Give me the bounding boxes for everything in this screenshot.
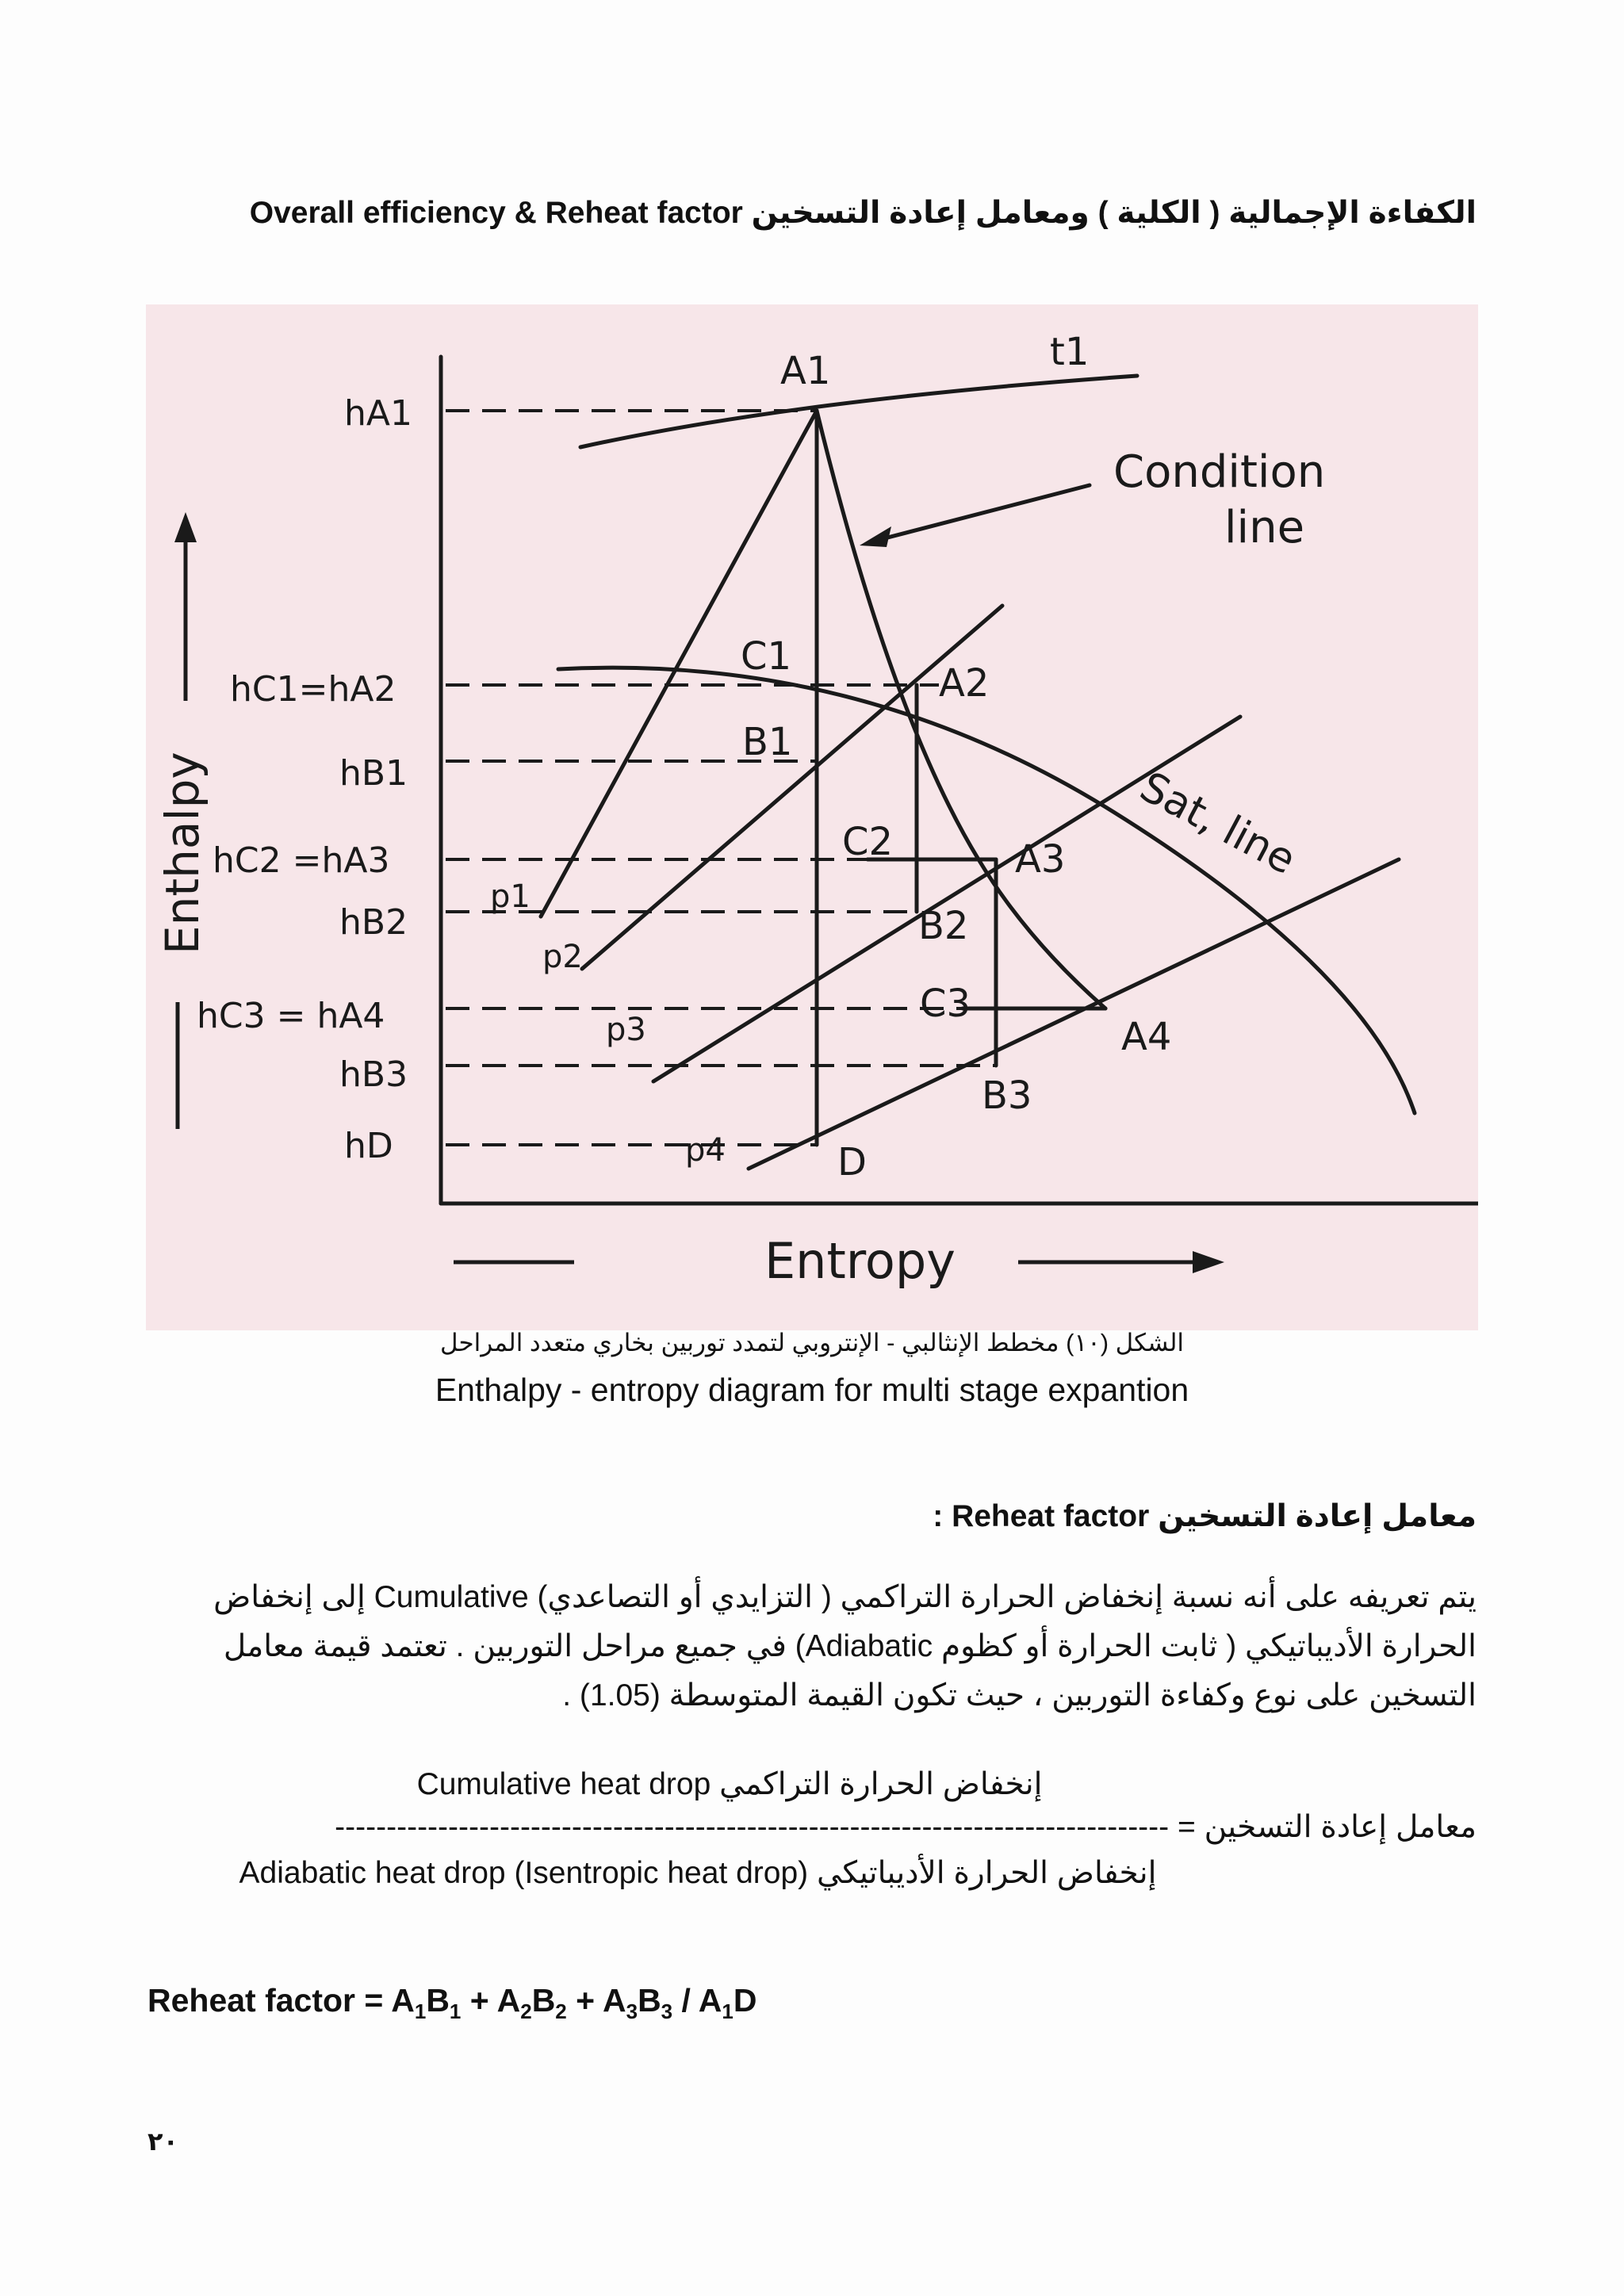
eq-subscript: 3: [661, 1999, 673, 2024]
enthalpy-arrow-head: [174, 512, 197, 542]
eq-term: D: [733, 1982, 757, 2019]
eq-prefix: Reheat factor =: [147, 1982, 392, 2019]
label-sat-line: Sat, line: [1132, 763, 1304, 885]
label-b2: B2: [918, 904, 969, 948]
figure-caption-arabic: الشكل (١٠) مخطط الإنثالبي - الإنتروبي لتمدد توربين بخاري متعدد المراحل: [439, 1329, 1184, 1357]
label-hb1: hB1: [339, 753, 408, 794]
reheat-factor-equation: [147, 1982, 756, 2024]
label-c2: C2: [842, 820, 894, 864]
label-condition-line: line: [1224, 502, 1305, 553]
eq-subscript: 2: [520, 1999, 532, 2024]
label-d: D: [837, 1140, 867, 1184]
eq-subscript: 2: [555, 1999, 567, 2024]
eq-subscript: 1: [449, 1999, 462, 2024]
eq-term: B: [426, 1982, 450, 2019]
label-hc1: hC1=hA2: [230, 669, 396, 710]
saturation-line: [558, 668, 1415, 1113]
label-hc2: hC2 =hA3: [213, 840, 390, 881]
eq-subscript: 1: [414, 1999, 427, 2024]
condition-arrow-head: [860, 526, 891, 547]
formula-denominator: إنخفاض الحرارة الأديباتيكي (Isentropic heat drop) Adiabatic heat drop: [239, 1856, 1157, 1890]
reheat-factor-definition: يتم تعريفه على أنه نسبة إنخفاض الحرارة التراكمي ( التزايدي أو التصاعدي) Cumulative إلى إنخفاض الحرارة الأديباتيكي ( ثابت الحرارة أو كظوم Adiabatic) في جميع مراحل التوربين . تعتمد قيمة معامل التسخين على نوع وكفاءة التوربين ، حيث تكون القيمة المتوسطة (1.05) .: [213, 1580, 1477, 1712]
eq-subscript: 1: [722, 1999, 733, 2024]
eq-term: B: [531, 1982, 556, 2019]
enthalpy-entropy-diagram: [146, 304, 1478, 1330]
condition-arrow-line: [875, 485, 1090, 541]
label-hb3: hB3: [339, 1054, 408, 1095]
label-condition: Condition: [1113, 446, 1326, 498]
formula-divider: ---------------------------------------------------------------------------------: [335, 1810, 1170, 1844]
label-hb2: hB2: [339, 902, 408, 943]
reheat-factor-heading: معامل إعادة التسخين Reheat factor :: [933, 1499, 1477, 1533]
label-p2: p2: [542, 939, 583, 975]
t1-curve: [580, 376, 1137, 447]
label-ha1: hA1: [344, 393, 412, 434]
x-axis-title: Entropy: [764, 1232, 956, 1290]
eq-subscript: 3: [626, 1999, 638, 2024]
label-c1: C1: [741, 634, 792, 679]
label-a3: A3: [1015, 837, 1066, 882]
entropy-arrow-head: [1193, 1251, 1224, 1273]
formula-lhs: معامل إعادة التسخين =: [1178, 1810, 1477, 1844]
eq-term: / A: [672, 1982, 722, 2019]
label-p4: p4: [685, 1132, 726, 1169]
label-a2: A2: [939, 661, 990, 706]
label-t1: t1: [1050, 330, 1090, 374]
label-hd: hD: [344, 1126, 393, 1166]
label-p3: p3: [606, 1012, 646, 1048]
eq-term: + A: [461, 1982, 521, 2019]
label-b3: B3: [982, 1073, 1032, 1118]
label-c3: C3: [920, 982, 971, 1026]
label-b1: B1: [742, 720, 793, 764]
pressure-line-p4: [749, 859, 1399, 1169]
label-p1: p1: [490, 878, 530, 915]
eq-term: A: [391, 1982, 415, 2019]
y-axis-title: Enthalpy: [155, 752, 209, 955]
eq-term: B: [638, 1982, 661, 2019]
diagram-svg: [146, 304, 1478, 1330]
figure-caption-english: Enthalpy - entropy diagram for multi stage expantion: [435, 1372, 1189, 1408]
formula-line: [128, 1809, 1477, 1845]
eq-term: + A: [566, 1982, 626, 2019]
formula-numerator: إنخفاض الحرارة التراكمي Cumulative heat drop: [416, 1767, 1043, 1801]
label-hc3: hC3 = hA4: [197, 996, 385, 1036]
label-a1: A1: [780, 349, 831, 393]
page-heading: الكفاءة الإجمالية ( الكلية ) ومعامل إعادة التسخين Overall efficiency & Reheat factor: [249, 196, 1477, 230]
label-a4: A4: [1121, 1015, 1172, 1059]
page-number: ٢٠: [147, 2127, 179, 2156]
